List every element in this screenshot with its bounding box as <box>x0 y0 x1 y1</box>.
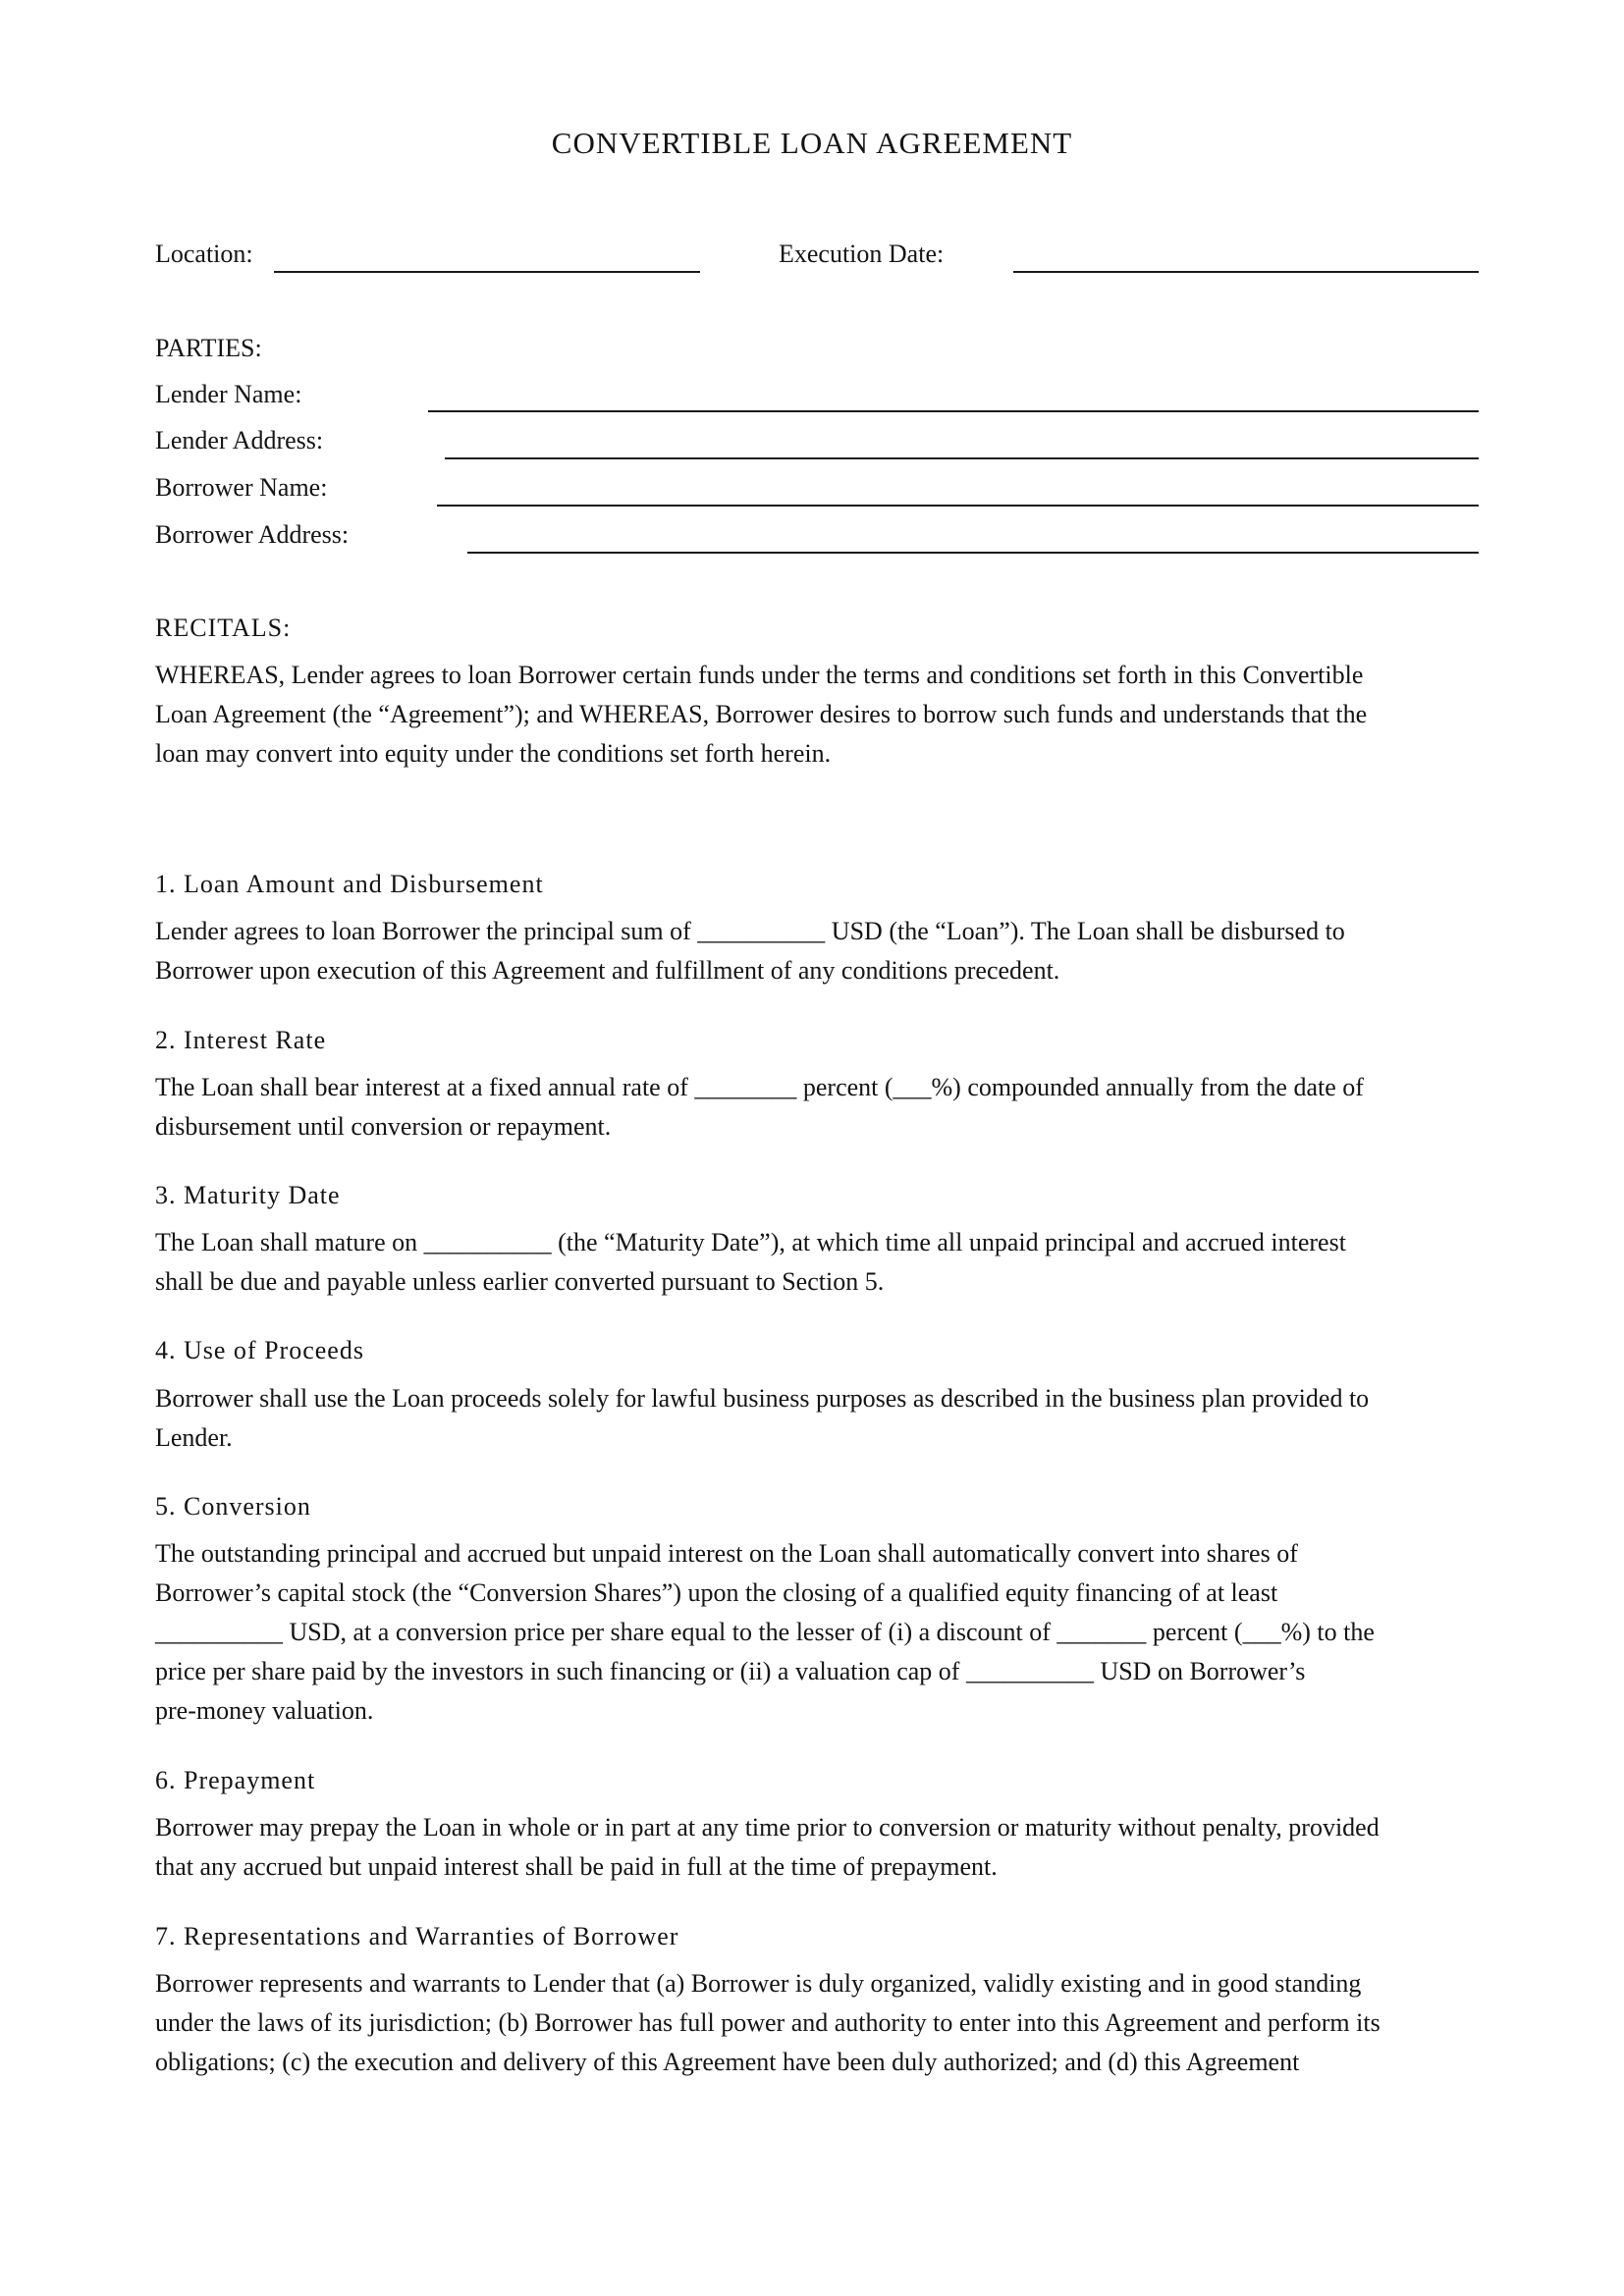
section-6-heading: 6. Prepayment <box>155 1766 316 1794</box>
paragraph-line: The outstanding principal and accrued but unpaid interest on the Loan shall automatically convert into shares of <box>155 1539 1298 1568</box>
borrower-address-blank-line[interactable] <box>467 552 1479 554</box>
lender-address-label: Lender Address: <box>155 426 324 454</box>
paragraph-line: that any accrued but unpaid interest shall be paid in full at the time of prepayment. <box>155 1852 998 1881</box>
paragraph-line: obligations; (c) the execution and delivery of this Agreement have been duly authorized; and (d) this Agreement <box>155 2048 1300 2076</box>
section-7-paragraph <box>155 1964 1490 2082</box>
section-7-heading: 7. Representations and Warranties of Borrower <box>155 1922 679 1950</box>
section-3-paragraph <box>155 1223 1490 1302</box>
section-5-paragraph <box>155 1534 1490 1731</box>
paragraph-line: WHEREAS, Lender agrees to loan Borrower certain funds under the terms and conditions set forth in this Convertible <box>155 661 1364 689</box>
paragraph-line: loan may convert into equity under the conditions set forth herein. <box>155 739 832 768</box>
paragraph-line: __________ USD, at a conversion price per share equal to the lesser of (i) a discount of _______ percent (___%) to the <box>155 1618 1375 1646</box>
lender-name-blank-line[interactable] <box>428 410 1479 412</box>
document-title: CONVERTIBLE LOAN AGREEMENT <box>551 126 1073 160</box>
paragraph-line: Loan Agreement (the “Agreement”); and WHEREAS, Borrower desires to borrow such funds and understands that the <box>155 700 1368 728</box>
paragraph-line: The Loan shall bear interest at a fixed annual rate of ________ percent (___%) compounded annually from the date of <box>155 1073 1364 1101</box>
recitals-heading: RECITALS: <box>155 614 292 642</box>
paragraph-line: price per share paid by the investors in such financing or (ii) a valuation cap of __________ USD on Borrower’s <box>155 1657 1306 1685</box>
borrower-name-blank-line[interactable] <box>437 505 1479 507</box>
lender-address-blank-line[interactable] <box>445 457 1479 459</box>
recitals-paragraph <box>155 656 1490 774</box>
section-4-paragraph <box>155 1379 1490 1458</box>
paragraph-line: disbursement until conversion or repayment. <box>155 1112 612 1141</box>
paragraph-line: shall be due and payable unless earlier converted pursuant to Section 5. <box>155 1267 885 1296</box>
section-2-heading: 2. Interest Rate <box>155 1026 327 1054</box>
section-1-paragraph <box>155 912 1490 990</box>
paragraph-line: Borrower may prepay the Loan in whole or in part at any time prior to conversion or maturity without penalty, provided <box>155 1813 1380 1842</box>
paragraph-line: Lender. <box>155 1423 233 1452</box>
lender-name-label: Lender Name: <box>155 380 302 408</box>
paragraph-line: Borrower shall use the Loan proceeds solely for lawful business purposes as described in the business plan provided to <box>155 1384 1370 1413</box>
location-label: Location: <box>155 240 253 268</box>
paragraph-line: Borrower’s capital stock (the “Conversion Shares”) upon the closing of a qualified equity financing of at least <box>155 1578 1278 1607</box>
borrower-name-label: Borrower Name: <box>155 473 328 502</box>
paragraph-line: pre-money valuation. <box>155 1696 374 1725</box>
borrower-address-label: Borrower Address: <box>155 520 350 549</box>
section-3-heading: 3. Maturity Date <box>155 1181 341 1209</box>
paragraph-line: The Loan shall mature on __________ (the “Maturity Date”), at which time all unpaid principal and accrued interest <box>155 1228 1346 1256</box>
section-4-heading: 4. Use of Proceeds <box>155 1336 364 1364</box>
section-2-paragraph <box>155 1068 1490 1147</box>
location-blank-line[interactable] <box>274 271 700 273</box>
paragraph-line: under the laws of its jurisdiction; (b) Borrower has full power and authority to enter into this Agreement and perform its <box>155 2008 1380 2037</box>
section-6-paragraph <box>155 1808 1490 1887</box>
parties-heading: PARTIES: <box>155 334 262 362</box>
execution-date-label: Execution Date: <box>779 240 945 268</box>
paragraph-line: Borrower represents and warrants to Lender that (a) Borrower is duly organized, validly existing and in good standing <box>155 1969 1362 1998</box>
paragraph-line: Borrower upon execution of this Agreement and fulfillment of any conditions precedent. <box>155 956 1060 985</box>
execution-date-blank-line[interactable] <box>1013 271 1479 273</box>
section-5-heading: 5. Conversion <box>155 1492 311 1521</box>
paragraph-line: Lender agrees to loan Borrower the principal sum of __________ USD (the “Loan”). The Loan shall be disbursed to <box>155 917 1345 945</box>
section-1-heading: 1. Loan Amount and Disbursement <box>155 870 544 898</box>
